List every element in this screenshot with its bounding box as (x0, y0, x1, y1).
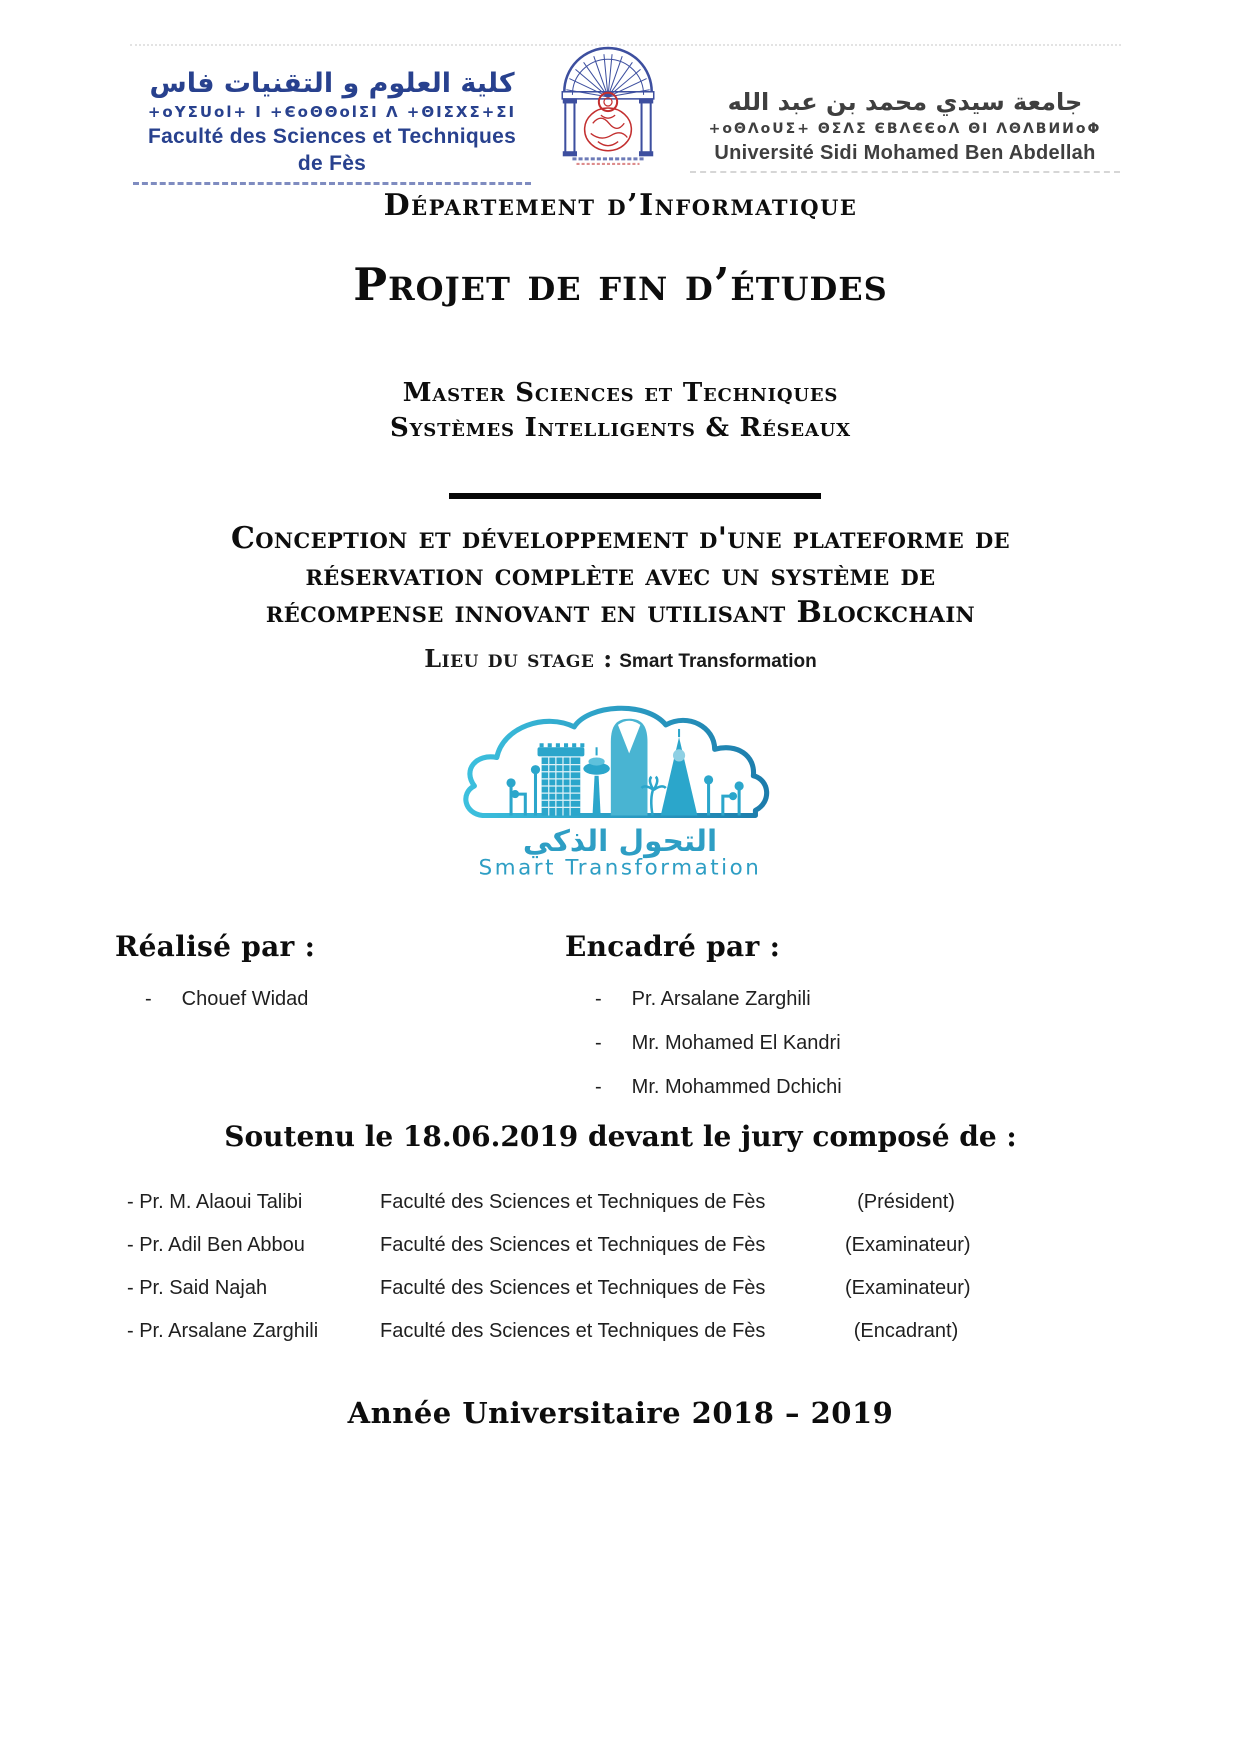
jury-member-role: (Examinateur) (845, 1234, 971, 1256)
list-item (595, 988, 842, 1011)
bullet-dash: - (145, 988, 152, 1010)
jury-member-affiliation: Faculté des Sciences et Techniques de Fès (380, 1320, 766, 1342)
crest-calligraphy (585, 93, 632, 151)
jury-member-name: - Pr. M. Alaoui Talibi (127, 1191, 303, 1213)
subject-title (0, 520, 1241, 631)
internship-location-value: Smart Transformation (619, 651, 817, 672)
smart-transformation-logo (452, 696, 788, 885)
university-crest (552, 44, 664, 173)
author-list (145, 988, 308, 1011)
bullet-dash: - (595, 1076, 602, 1098)
jury-member-affiliation: Faculté des Sciences et Techniques de Fès (380, 1191, 766, 1213)
horizontal-divider (449, 493, 821, 499)
faculty-name-french: Faculté des Sciences et Techniques de Fès (147, 125, 517, 175)
subject-line-2: réservation complète avec un système de (305, 558, 936, 593)
university-name-tifinagh: +oΘΛoUΣ+ ΘΣΛΣ ЄBΛЄЄoΛ ΘI ΛΘΛBИИoΦ (708, 121, 1102, 137)
author-name: Chouef Widad (181, 988, 309, 1010)
list-item (595, 1032, 842, 1055)
smart-transformation-logo-icon (452, 696, 788, 880)
crest-caption (572, 159, 643, 164)
table-row (127, 1321, 967, 1342)
jury-member-affiliation: Faculté des Sciences et Techniques de Fès (380, 1234, 766, 1256)
faculty-dashed-rule (133, 182, 531, 185)
university-crest-icon (552, 44, 664, 168)
subject-line-3: récompense innovant en utilisant Blockchain (265, 595, 976, 630)
bullet-dash: - (595, 988, 602, 1010)
table-row (127, 1277, 971, 1299)
document-type-title: Projet de fin d’études (353, 258, 888, 311)
supervisor-name: Pr. Arsalane Zarghili (631, 988, 811, 1010)
internship-location-label: Lieu du stage : (424, 644, 613, 673)
academic-year-line: Année Universitaire 2018 – 2019 (347, 1396, 894, 1430)
encadre-par-heading: Encadré par : (565, 930, 781, 963)
table-row (127, 1234, 971, 1256)
faculty-name-tifinagh: +oYΣUol+ I +ЄoΘΘolΣI Λ +ΘIΣXΣ+ΣI (147, 103, 517, 121)
university-header-block (690, 86, 1120, 173)
jury-member-affiliation: Faculté des Sciences et Techniques de Fès (380, 1277, 766, 1299)
jury-member-role: (Encadrant) (853, 1320, 959, 1342)
program-line-2: Systèmes Intelligents & Réseaux (390, 413, 851, 443)
jury-member-role: (Président) (857, 1191, 955, 1213)
bullet-dash: - (595, 1032, 602, 1054)
logo-skyline (538, 719, 698, 816)
jury-member-name: - Pr. Arsalane Zarghili (127, 1320, 319, 1342)
university-name-arabic: جامعة سيدي محمد بن عبد الله (727, 88, 1083, 116)
university-name-french: Université Sidi Mohamed Ben Abdellah (714, 142, 1096, 164)
faculty-name-arabic: كلية العلوم و التقنيات فاس (149, 68, 515, 99)
jury-member-role: (Examinateur) (845, 1277, 971, 1299)
logo-arabic-wordmark: التحول الذكي (522, 824, 718, 859)
department-heading: Département d’Informatique (383, 188, 858, 223)
subject-line-1: Conception et développement d'une plateforme de (230, 521, 1011, 556)
university-dashed-rule (690, 171, 1120, 173)
faculty-header-block (133, 66, 531, 185)
defense-heading: Soutenu le 18.06.2019 devant le jury composé de : (224, 1120, 1017, 1153)
list-item (595, 1076, 842, 1099)
supervisor-name: Mr. Mohamed El Kandri (631, 1032, 841, 1054)
jury-member-name: - Pr. Adil Ben Abbou (127, 1234, 305, 1256)
logo-english-wordmark: Smart Transformation (478, 855, 762, 880)
jury-table (127, 1191, 971, 1342)
supervisor-list (595, 988, 842, 1099)
list-item (145, 988, 308, 1011)
jury-member-name: - Pr. Said Najah (127, 1277, 268, 1299)
program-heading (0, 376, 1241, 446)
supervisor-name: Mr. Mohammed Dchichi (631, 1076, 842, 1098)
program-line-1: Master Sciences et Techniques (402, 378, 839, 408)
crest-fan (564, 48, 651, 97)
table-row (127, 1192, 967, 1213)
internship-location-line (0, 644, 1241, 674)
realise-par-heading: Réalisé par : (115, 930, 316, 963)
